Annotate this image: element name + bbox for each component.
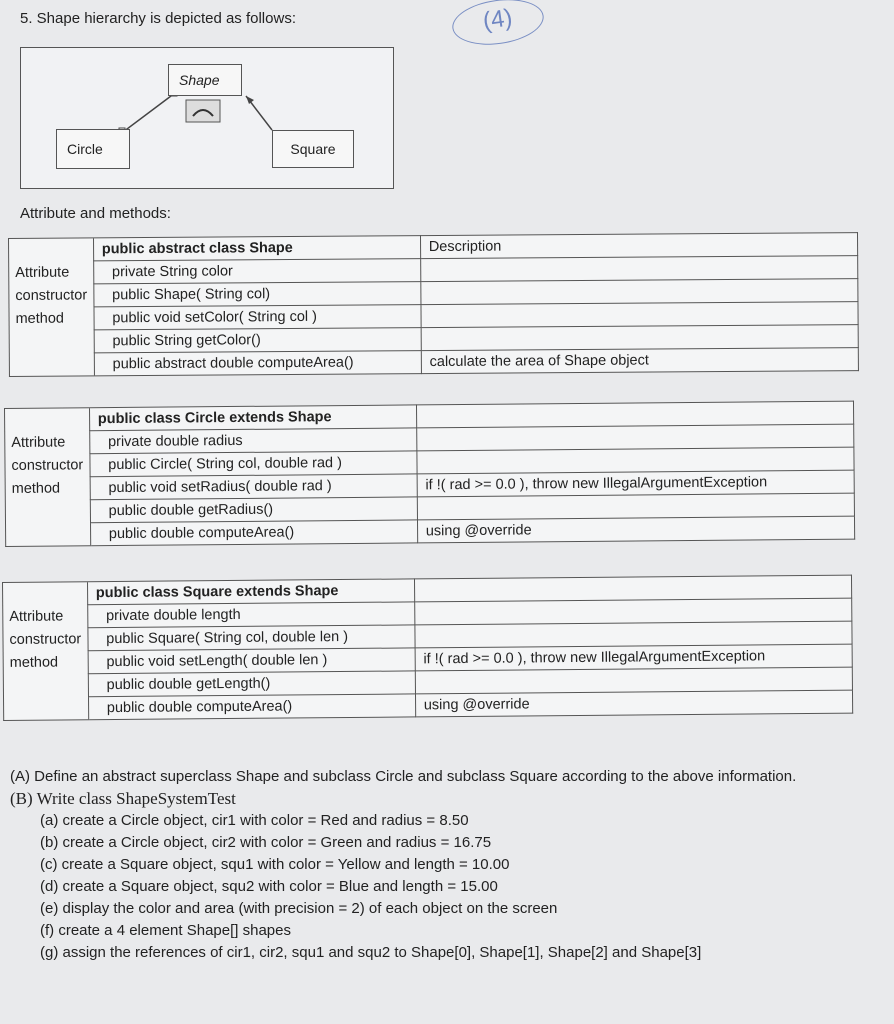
member-description: using @override	[417, 516, 854, 543]
member-signature: public void setLength( double len )	[88, 648, 415, 674]
part-b-item: (e) display the color and area (with precision = 2) of each object on the screen	[40, 900, 558, 917]
row-label	[9, 330, 94, 354]
member-signature: public Square( String col, double len )	[88, 625, 415, 651]
part-b-item: (d) create a Square object, squ2 with color = Blue and length = 15.00	[40, 878, 498, 895]
part-b-title: (B) Write class ShapeSystemTest	[10, 789, 236, 808]
row-label-empty	[3, 582, 88, 606]
member-description: if !( rad >= 0.0 ), throw new IllegalArgumentException	[417, 470, 854, 497]
row-label: constructor	[3, 628, 88, 652]
class-header: public class Square extends Shape	[87, 579, 414, 605]
member-signature: public void setRadius( double rad )	[90, 474, 417, 500]
row-label: Attribute	[5, 431, 90, 455]
row-label: method	[3, 651, 88, 675]
member-signature: private double radius	[89, 428, 416, 454]
section-label: Attribute and methods:	[20, 205, 171, 222]
member-signature: public double getRadius()	[90, 497, 417, 523]
part-b-item: (b) create a Circle object, cir2 with color = Green and radius = 16.75	[40, 834, 492, 851]
class-spec-table	[4, 401, 855, 547]
member-description: if !( rad >= 0.0 ), throw new IllegalArgumentException	[415, 644, 852, 671]
description-header: Description	[420, 233, 857, 259]
part-b-items	[10, 810, 870, 964]
row-label	[3, 674, 88, 698]
member-description	[421, 302, 858, 328]
member-signature: public Shape( String col)	[94, 282, 421, 307]
question-title: 5. Shape hierarchy is depicted as follows:	[20, 10, 296, 27]
row-label: constructor	[5, 454, 90, 478]
row-label	[9, 353, 94, 377]
row-label-empty	[9, 238, 94, 262]
part-b-item: (g) assign the references of cir1, cir2, squ1 and squ2 to Shape[0], Shape[1], Shape[2] and Shape[3]	[40, 944, 702, 961]
member-description: using @override	[415, 690, 852, 717]
row-label	[4, 697, 89, 721]
uml-diagram	[20, 47, 394, 189]
member-signature: public double computeArea()	[88, 694, 415, 720]
member-signature: public abstract double computeArea()	[94, 351, 421, 376]
part-a: (A) Define an abstract superclass Shape and subclass Circle and subclass Square according to the above information.	[10, 768, 797, 785]
part-b-item: (a) create a Circle object, cir1 with color = Red and radius = 8.50	[40, 812, 469, 829]
handwritten-score-mark: (4)	[449, 0, 546, 50]
member-signature: public void setColor( String col )	[94, 305, 421, 330]
row-label: constructor	[9, 284, 94, 308]
member-signature: private double length	[87, 602, 414, 628]
class-header: public class Circle extends Shape	[89, 405, 416, 431]
class-header: public abstract class Shape	[93, 236, 420, 261]
part-b-item: (f) create a 4 element Shape[] shapes	[40, 922, 291, 939]
member-description: calculate the area of Shape object	[421, 348, 858, 374]
class-spec-table	[8, 232, 859, 377]
uml-circle-class: Circle	[56, 129, 130, 169]
uml-square-class: Square	[272, 130, 354, 168]
row-label: Attribute	[3, 605, 88, 629]
part-b-item: (c) create a Square object, squ1 with color = Yellow and length = 10.00	[40, 856, 510, 873]
uml-shape-class: Shape	[168, 64, 242, 96]
questions	[10, 766, 870, 964]
row-label-empty	[5, 408, 90, 432]
member-description	[421, 279, 858, 305]
row-label	[6, 523, 91, 547]
member-description	[420, 256, 857, 282]
class-spec-table	[2, 575, 853, 721]
row-label: method	[9, 307, 94, 331]
row-label: method	[5, 477, 90, 501]
member-signature: public String getColor()	[94, 328, 421, 353]
member-signature: public double computeArea()	[90, 520, 417, 546]
member-signature: public double getLength()	[88, 671, 415, 697]
row-label	[5, 500, 90, 524]
member-description	[421, 325, 858, 351]
member-signature: private String color	[93, 259, 420, 284]
member-signature: public Circle( String col, double rad )	[90, 451, 417, 477]
row-label: Attribute	[9, 261, 94, 285]
